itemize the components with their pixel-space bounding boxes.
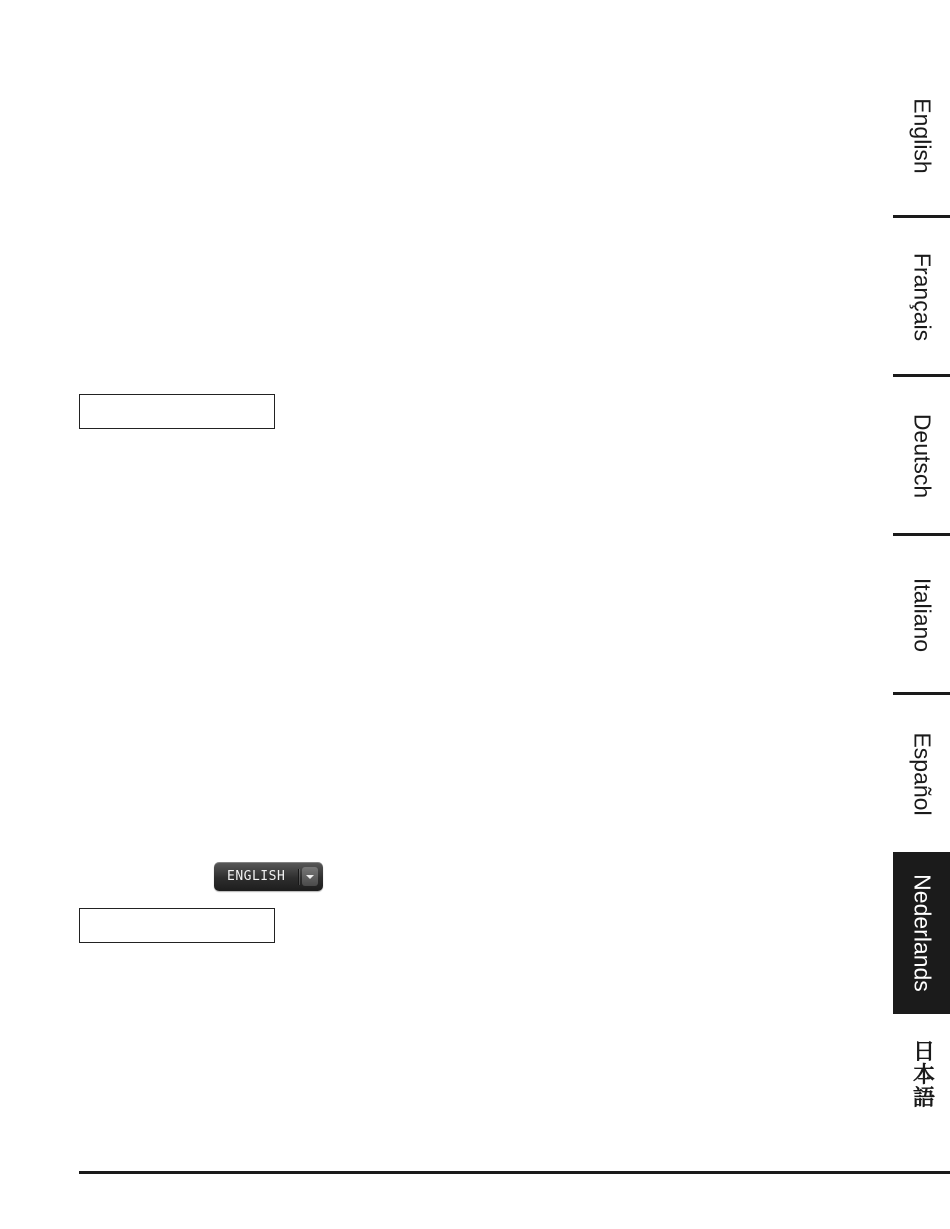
language-select-value: ENGLISH <box>227 869 286 884</box>
tab-label: Deutsch <box>909 413 935 498</box>
tab-label: English <box>909 98 935 174</box>
tab-label: Italiano <box>909 577 935 652</box>
tab-espanol[interactable] <box>893 692 950 852</box>
tab-label: Français <box>909 252 935 341</box>
tab-deutsch[interactable] <box>893 374 950 534</box>
tab-english[interactable] <box>893 56 950 216</box>
tab-italiano[interactable] <box>893 533 950 693</box>
tab-label: Nederlands <box>909 874 935 992</box>
tab-label: 日本語 <box>909 1039 935 1109</box>
heading-box-bottom <box>79 908 275 943</box>
heading-box-top <box>79 394 275 429</box>
language-select-divider <box>298 869 299 885</box>
tab-japanese[interactable] <box>893 1014 950 1134</box>
chevron-down-icon[interactable] <box>302 867 318 886</box>
footer-rule <box>79 1171 950 1174</box>
tab-francais[interactable] <box>893 215 950 375</box>
tab-nederlands[interactable] <box>893 852 950 1014</box>
language-select-button[interactable] <box>214 862 323 891</box>
tab-label: Español <box>909 731 935 816</box>
